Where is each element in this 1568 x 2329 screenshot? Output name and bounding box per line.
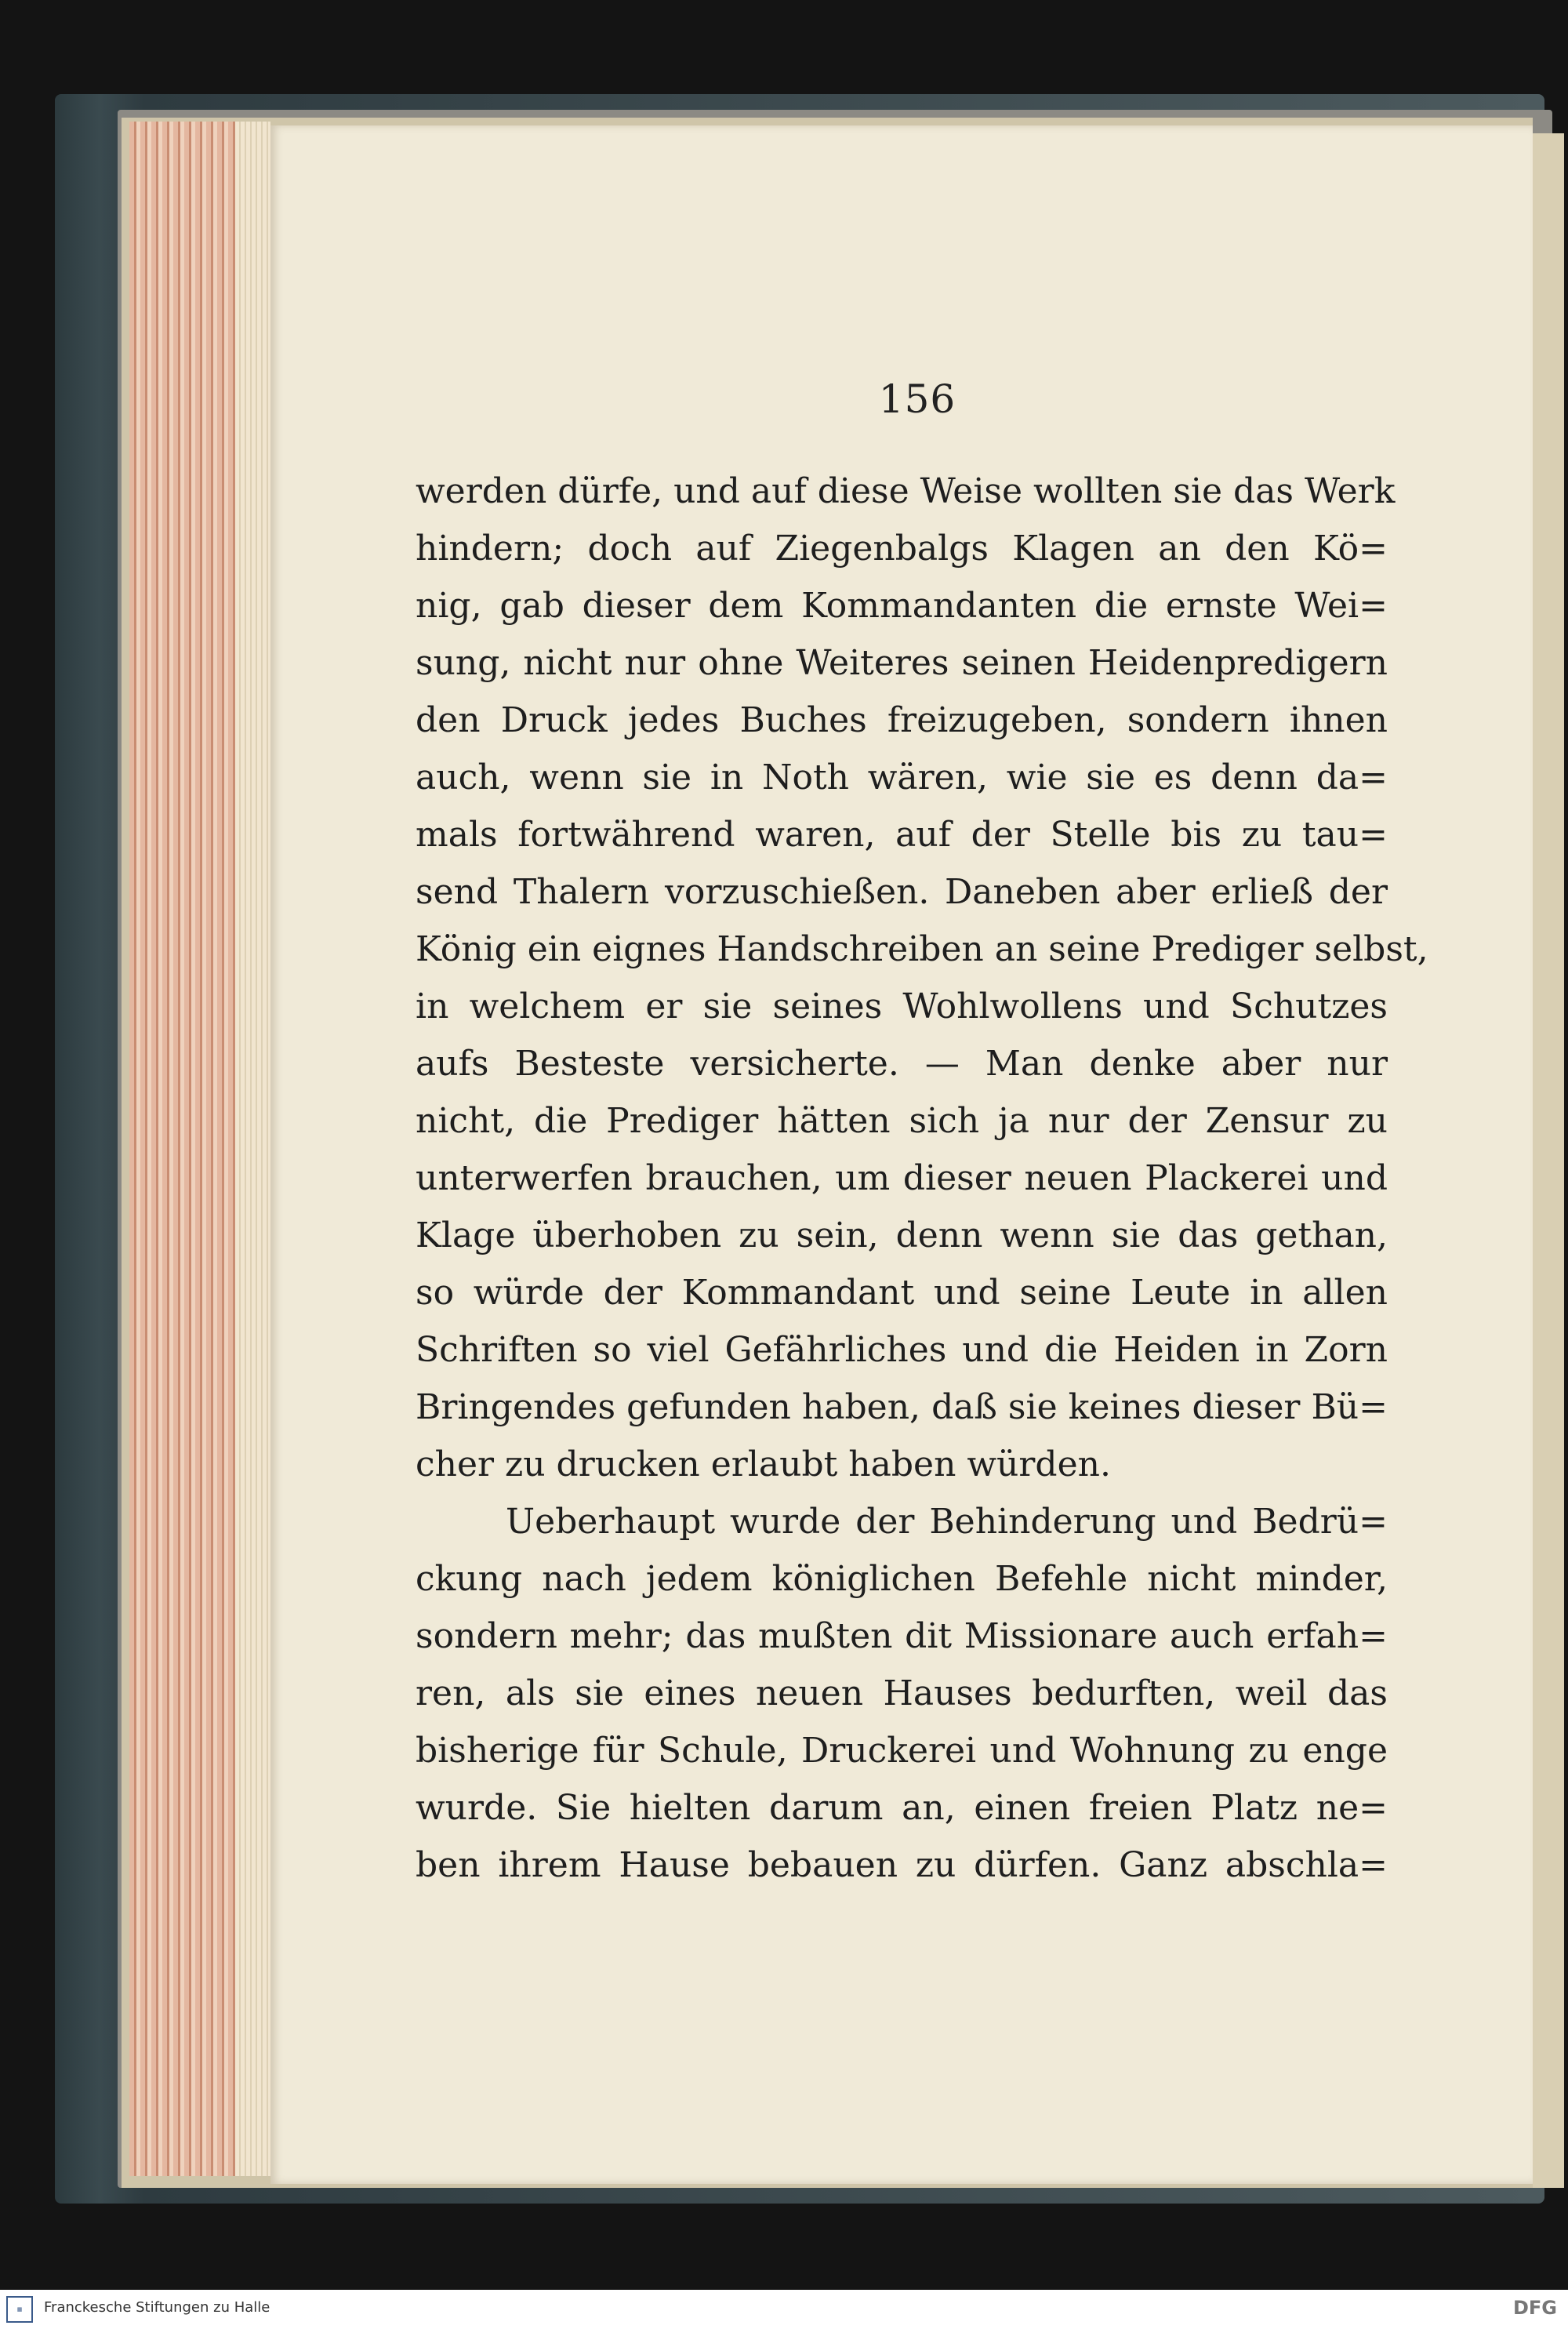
text-line: auch, wenn sie in Noth wären, wie sie es denn da= [416,758,1388,798]
text-line: Klage überhoben zu sein, denn wenn sie das gethan, [416,1215,1388,1255]
footer-bar [0,2290,1568,2329]
dfg-logo: DFG [1512,2297,1557,2319]
text-line: Schriften so viel Gefährliches und die Heiden in Zorn [416,1330,1388,1370]
text-line: aufs Besteste versicherte. — Man denke aber nur [416,1044,1388,1084]
text-line: send Thalern vorzuschießen. Daneben aber erließ der [416,872,1388,912]
text-line: König ein eignes Handschreiben an seine Prediger selbst, [416,929,1428,969]
text-line: nig, gab dieser dem Kommandanten die ernste Wei= [416,586,1388,626]
text-line: sung, nicht nur ohne Weiteres seinen Heidenpredigern [416,643,1388,683]
institution-logo-icon: ▦ [6,2296,33,2323]
text-line: werden dürfe, und auf diese Weise wollten sie das Werk [416,471,1396,511]
text-line: ren, als sie eines neuen Hauses bedurften, weil das [416,1673,1388,1713]
paragraph-start-line: Ueberhaupt wurde der Behinderung und Bedrü= [506,1502,1388,1542]
paragraph-end-line: cher zu drucken erlaubt haben würden. [416,1444,1111,1484]
page-stack-edge [235,122,270,2176]
next-page-edge [1533,133,1564,2188]
text-line: ben ihrem Hause bebauen zu dürfen. Ganz abschla= [416,1845,1388,1885]
body-text [416,463,1428,1894]
text-line: bisherige für Schule, Druckerei und Wohnung zu enge [416,1731,1388,1771]
text-line: ckung nach jedem königlichen Befehle nicht minder, [416,1559,1388,1599]
text-line: den Druck jedes Buches freizugeben, sondern ihnen [416,700,1388,740]
page-number: 156 [878,376,956,422]
text-line: unterwerfen brauchen, um dieser neuen Plackerei und [416,1158,1388,1198]
text-line: so würde der Kommandant und seine Leute in allen [416,1273,1388,1313]
institution-name: Franckesche Stiftungen zu Halle [44,2299,270,2316]
text-line: mals fortwährend waren, auf der Stelle bis zu tau= [416,815,1388,855]
text-line: nicht, die Prediger hätten sich ja nur der Zensur zu [416,1101,1388,1141]
text-line: wurde. Sie hielten darum an, einen freien Platz ne= [416,1788,1388,1828]
text-line: hindern; doch auf Ziegenbalgs Klagen an den Kö= [416,529,1388,569]
text-line: Bringendes gefunden haben, daß sie keines dieser Bü= [416,1387,1388,1427]
text-line: sondern mehr; das mußten dit Missionare auch erfah= [416,1616,1388,1656]
text-line: in welchem er sie seines Wohlwollens und Schutzes [416,986,1388,1026]
